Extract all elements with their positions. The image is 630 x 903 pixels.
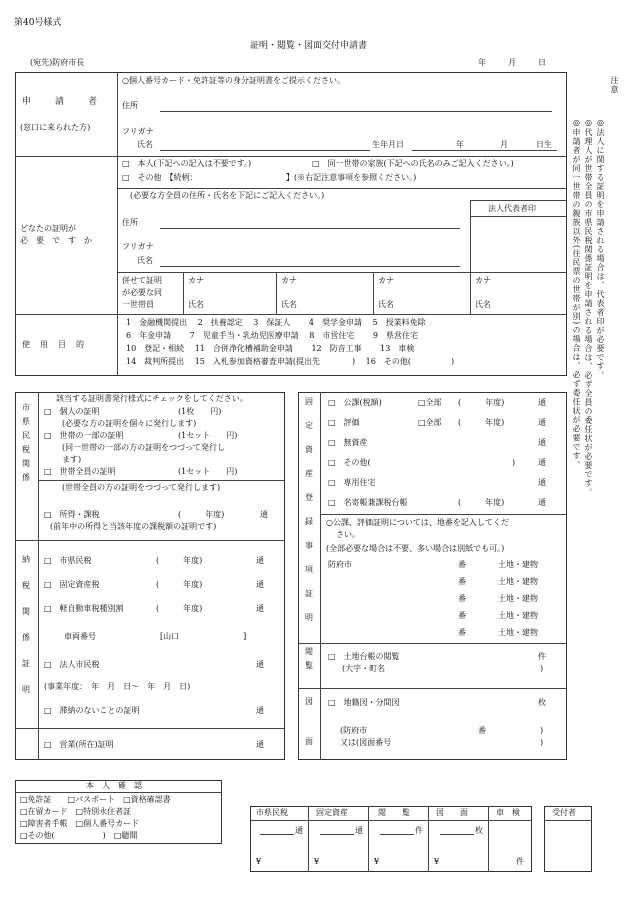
corp-tax[interactable]: □ 法人市民税 xyxy=(44,660,100,669)
cert-all-note: (世帯全員の方の証明をつづって発行します) xyxy=(62,483,221,492)
paid-fixed-tax-year: ( 年度) xyxy=(156,580,203,589)
fixed-house-unit: 通 xyxy=(538,478,546,487)
fee-count-4[interactable] xyxy=(440,834,474,835)
fee-count-3[interactable] xyxy=(380,834,414,835)
cert-partial-note-2: ます) xyxy=(62,455,82,464)
option-other-note: 】(※右記注意事項を参照ください。) xyxy=(286,173,417,182)
id-check-row-3[interactable]: □障害者手帳 □個人番号カード xyxy=(20,819,140,828)
date-month: 月 xyxy=(508,58,516,67)
browse-unit: 件 xyxy=(538,652,546,661)
lot-type-4[interactable]: 土地・建物 xyxy=(498,611,538,620)
paid-city-tax-unit: 通 xyxy=(256,556,264,565)
purpose-row-4[interactable]: 14 裁判所提出 15 入札参加資格審査申請(提出先 ) 16 その他( ) xyxy=(126,357,455,366)
shimei-2: 氏名 xyxy=(281,300,297,309)
lot-type-3[interactable]: 土地・建物 xyxy=(498,594,538,603)
map-unit: 枚 xyxy=(538,698,546,707)
map-ban: 番 xyxy=(478,726,486,735)
map-city: (防府市 xyxy=(340,726,368,735)
id-check-row-4[interactable]: □その他( ) □聴聞 xyxy=(20,831,138,840)
fee-header-1: 市県民税 xyxy=(256,808,288,817)
fee-count-2[interactable] xyxy=(320,834,354,835)
lot-ban-4: 番 xyxy=(458,611,466,620)
whose-name-label: 氏名 xyxy=(137,256,153,265)
birth-year: 年 xyxy=(456,140,464,149)
lot-note-1: ○公課、評価証明については、地番を記入してくだ xyxy=(326,518,509,527)
fee-header-3: 閲 覧 xyxy=(378,808,410,817)
shimei-3: 氏名 xyxy=(378,300,394,309)
business-cert-unit: 通 xyxy=(256,740,264,749)
fixed-hyouka-unit: 通 xyxy=(538,418,546,427)
fixed-nayose[interactable]: □ 名寄帳兼課税台帳 xyxy=(328,498,408,507)
receiver-label: 受付者 xyxy=(552,808,576,817)
fee-yen-3: ¥ xyxy=(374,857,380,866)
map-city-close: ) xyxy=(540,726,544,735)
date-year: 年 xyxy=(478,58,486,67)
paid-light-vehicle-year: ( 年度) xyxy=(156,604,203,613)
fixed-kouka-all[interactable]: □全部 xyxy=(418,398,442,407)
cert-personal[interactable]: □ 個人の証明 xyxy=(44,407,100,416)
joint-label-1: 併せて証明 xyxy=(122,276,162,285)
fee-unit-2: 通 xyxy=(355,826,363,835)
map-section-label: 図 面 xyxy=(305,697,313,746)
browse-ledger[interactable]: □ 土地台帳の閲覧 xyxy=(328,652,400,661)
option-household[interactable]: □ 同一世帯の家族(下記への氏名のみご記入ください。) xyxy=(312,159,514,168)
corporate-seal-label: 法人代表者印 xyxy=(488,204,536,213)
paid-city-tax-year: ( 年度) xyxy=(156,556,203,565)
vehicle-number-label: 車両番号 xyxy=(64,632,96,641)
fixed-house[interactable]: □ 専用住宅 xyxy=(328,478,376,487)
lot-type-1[interactable]: 土地・建物 xyxy=(498,560,538,569)
whose-address-field[interactable] xyxy=(160,228,460,229)
birth-day: 日生 xyxy=(536,140,552,149)
purpose-row-1[interactable]: 1 金融機関提出 2 扶養認定 3 保証人 4 奨学金申請 5 授業料免除 xyxy=(126,318,426,327)
id-check-row-1[interactable]: □免許証 □パスポート □資格確認書 xyxy=(20,795,171,804)
purpose-row-2[interactable]: 6 年金申請 7 児童手当・乳幼児医療申請 8 市営住宅 9 県営住宅 xyxy=(126,331,418,340)
note-2: ◎代理人が世帯全員の市県民税関係証明を申請される場合は、必ず全員の委任状が必要です。 xyxy=(584,118,593,497)
purpose-row-3[interactable]: 10 登記・相続 11 合併浄化槽補助金申請 12 防音工事 13 車検 xyxy=(126,344,415,353)
applicant-address-field[interactable] xyxy=(160,111,552,112)
tax-section-label: 市 県 民 税 関 係 xyxy=(22,403,30,482)
vehicle-number-field[interactable]: [山口 ] xyxy=(160,632,247,641)
id-check-title: 本 人 確 認 xyxy=(86,781,142,790)
no-arrears-unit: 通 xyxy=(256,706,264,715)
browse-section-label: 閲 覧 xyxy=(305,647,313,670)
shimei-4: 氏名 xyxy=(475,300,491,309)
fixed-kouka-unit: 通 xyxy=(538,398,546,407)
corp-tax-unit: 通 xyxy=(256,660,264,669)
addressee: (宛先)防府市長 xyxy=(30,58,85,67)
whose-label-2: 必 要 で す か xyxy=(20,236,92,245)
applicant-address-label: 住所 xyxy=(122,101,138,110)
fee-unit-4: 枚 xyxy=(475,826,483,835)
fixed-other-close: ) xyxy=(512,458,516,467)
whose-furigana-label: フリガナ xyxy=(122,242,154,251)
cert-all-qty: (1セット 円) xyxy=(178,467,238,476)
browse-area: (大字・町名 xyxy=(342,664,386,673)
applicant-name-field[interactable] xyxy=(160,150,370,151)
id-check-row-2[interactable]: □在留カード □特別永住者証 xyxy=(20,807,132,816)
birth-field[interactable] xyxy=(412,150,557,151)
fee-shaken-unit: 件 xyxy=(516,857,524,866)
birth-label: 生年月日 xyxy=(372,140,404,149)
lot-ban-5: 番 xyxy=(458,628,466,637)
cert-income[interactable]: □ 所得・課税 xyxy=(44,510,100,519)
paid-section-label: 納 税 関 係 証 明 xyxy=(22,555,30,694)
joint-label-2: が必要な同 xyxy=(122,288,162,297)
cert-partial-note-1: (同一世帯の一部の方の証明をつづって発行し xyxy=(62,443,226,452)
lot-type-2[interactable]: 土地・建物 xyxy=(498,577,538,586)
cert-income-note: (前年中の所得と当該年度の課税額の証明です) xyxy=(50,522,217,531)
cert-all[interactable]: □ 世帯全員の証明 xyxy=(44,467,116,476)
map-number: 又は(図面番号 xyxy=(340,738,392,747)
fixed-kouka[interactable]: □ 公課(税額) xyxy=(328,398,382,407)
applicant-sub: (窓口に来られた方) xyxy=(20,123,91,132)
whose-address-label: 住所 xyxy=(122,218,138,227)
purpose-label: 使 用 目 的 xyxy=(22,340,85,349)
whose-name-field[interactable] xyxy=(160,266,460,267)
whose-instruction: (必要な方全員の住所・氏名を下記にご記入ください。) xyxy=(130,191,325,200)
map-number-close: ) xyxy=(540,738,544,747)
lot-city: 防府市 xyxy=(328,560,352,569)
fixed-other-unit: 通 xyxy=(538,458,546,467)
map-cert[interactable]: □ 地籍図・分間図 xyxy=(328,698,400,707)
id-notice: ○個人番号カード・免許証等の身分証明書をご提示ください。 xyxy=(122,76,345,85)
whose-label-1: どなたの証明が xyxy=(20,224,76,233)
paid-city-tax[interactable]: □ 市県民税 xyxy=(44,556,92,565)
form-number: 第40号様式 xyxy=(14,18,62,28)
paid-light-vehicle-unit: 通 xyxy=(256,604,264,613)
fixed-nayose-year: ( 年度) xyxy=(458,498,505,507)
shimei-1: 氏名 xyxy=(188,300,204,309)
lot-note-2: さい。 xyxy=(336,530,360,539)
fixed-mushisan[interactable]: □ 無資産 xyxy=(328,438,368,447)
paid-fixed-tax-unit: 通 xyxy=(256,580,264,589)
fee-header-5: 車 検 xyxy=(496,808,520,817)
fee-unit-3: 件 xyxy=(415,826,423,835)
cert-personal-qty: (1枚 円) xyxy=(178,407,222,416)
kana-3: カナ xyxy=(378,276,394,285)
business-cert[interactable]: □ 営業(所在)証明 xyxy=(44,740,114,749)
fixed-hyouka-all[interactable]: □全部 xyxy=(418,418,442,427)
fixed-kouka-year: ( 年度) xyxy=(458,398,505,407)
fee-yen-1: ¥ xyxy=(256,857,262,866)
fee-yen-2: ¥ xyxy=(314,857,320,866)
lot-ban-1: 番 xyxy=(458,560,466,569)
fee-count-1[interactable] xyxy=(260,834,294,835)
page-title: 証明・閲覧・図面交付申請書 xyxy=(250,41,368,51)
browse-area-close: ) xyxy=(540,664,544,673)
kana-1: カナ xyxy=(188,276,204,285)
lot-note-3: (全部必要な場合は不要、多い場合は別紙でも可。) xyxy=(326,544,505,553)
cert-income-unit: 通 xyxy=(260,510,268,519)
paid-fixed-tax[interactable]: □ 固定資産税 xyxy=(44,580,100,589)
applicant-label: 申 請 者 xyxy=(22,97,100,107)
birth-month: 月 xyxy=(500,140,508,149)
corp-tax-year: (事業年度： 年 月 日〜 年 月 日) xyxy=(44,682,191,691)
fixed-hyouka-year: ( 年度) xyxy=(458,418,505,427)
fixed-mushisan-unit: 通 xyxy=(538,438,546,447)
applicant-name-label: 氏名 xyxy=(137,140,153,149)
fee-header-4: 図 面 xyxy=(436,808,468,817)
fixed-nayose-unit: 通 xyxy=(538,498,546,507)
fee-unit-1: 通 xyxy=(295,826,303,835)
option-other[interactable]: □ その他 【続柄： xyxy=(122,173,198,182)
date-day: 日 xyxy=(538,58,546,67)
cert-partial[interactable]: □ 世帯の一部の証明 xyxy=(44,431,124,440)
fee-header-2: 固定資産 xyxy=(316,808,348,817)
kana-4: カナ xyxy=(475,276,491,285)
tax-instruction: 該当する証明書発行様式にチェックをしてください。 xyxy=(56,394,248,403)
cert-partial-qty: (1セット 円) xyxy=(178,431,238,440)
fixed-section-label: 固 定 資 産 登 録 事 項 証 明 xyxy=(305,397,313,622)
note-3: ◎申請者が同一世帯の親族以外(住民票の世帯が別)の場合は、必ず委任状が必要です。 xyxy=(572,118,581,470)
fee-yen-4: ¥ xyxy=(434,857,440,866)
cert-personal-note: (必要な方の証明を個々に発行します) xyxy=(62,419,197,428)
lot-type-5[interactable]: 土地・建物 xyxy=(498,628,538,637)
no-arrears[interactable]: □ 滞納のないことの証明 xyxy=(44,706,140,715)
notes-title: 注意 xyxy=(610,76,619,94)
kana-2: カナ xyxy=(281,276,297,285)
paid-light-vehicle[interactable]: □ 軽自動車税種別割 xyxy=(44,604,124,613)
fixed-hyouka[interactable]: □ 評価 xyxy=(328,418,360,427)
option-self[interactable]: □ 本人(下記への記入は不要です。) xyxy=(122,159,252,168)
joint-label-3: 一世帯員 xyxy=(122,300,154,309)
lot-ban-2: 番 xyxy=(458,577,466,586)
applicant-furigana-label: フリガナ xyxy=(122,127,154,136)
fixed-other[interactable]: □ その他( xyxy=(328,458,371,467)
lot-ban-3: 番 xyxy=(458,594,466,603)
note-1: ◎法人に関する証明を申請される場合は、代表者印が必要です。 xyxy=(596,118,605,380)
cert-income-year: ( 年度) xyxy=(178,510,225,519)
